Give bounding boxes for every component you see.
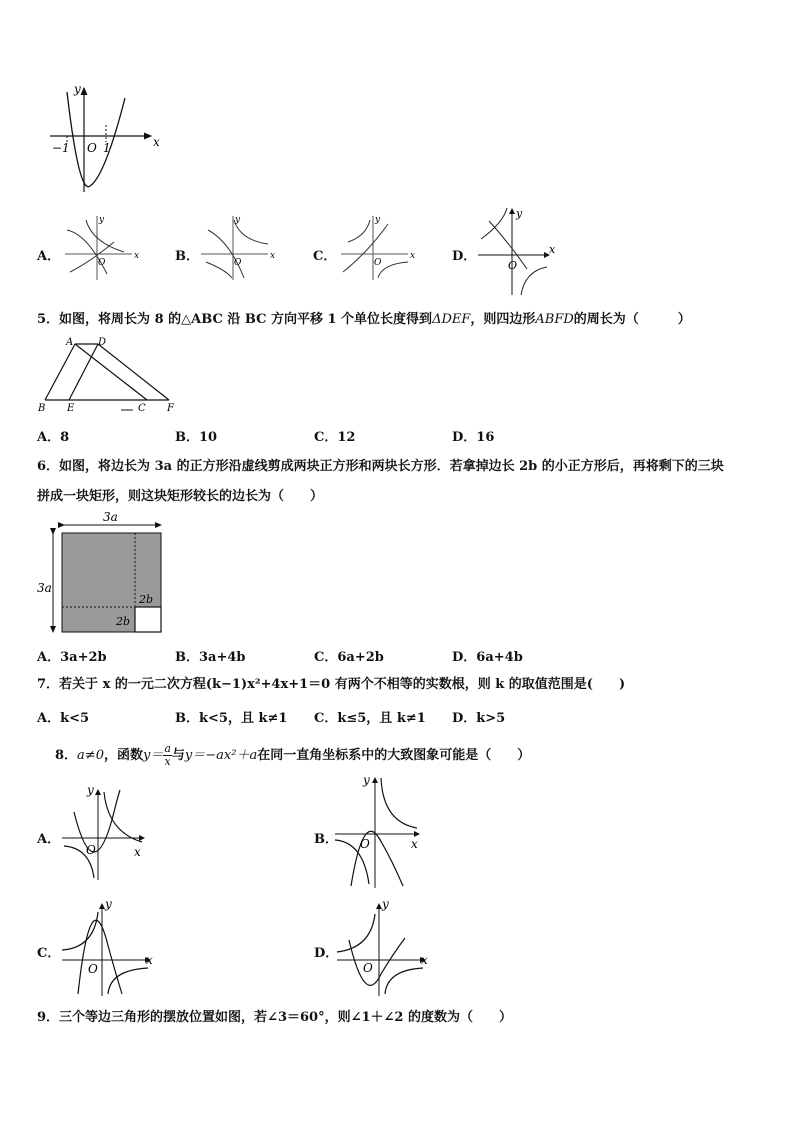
- q4-parabola-graph: [45, 80, 165, 195]
- x-label: x: [146, 953, 153, 967]
- q4-option-d-letter[interactable]: D．: [452, 249, 477, 264]
- q6-option-d[interactable]: D．6a+4b: [452, 650, 523, 665]
- origin-label: O: [508, 259, 518, 272]
- q8-number: 8．: [55, 748, 78, 763]
- segment-de: [69, 344, 98, 400]
- q4-option-d-graph[interactable]: [475, 203, 560, 298]
- label-inner-2b-top: 2b: [139, 593, 154, 606]
- q5-text-b: ，则四边形: [470, 312, 536, 327]
- q7-option-b[interactable]: B．k<5，且 k≠1: [175, 711, 288, 726]
- q8-text-b: 与: [171, 748, 185, 763]
- x-label: x: [134, 845, 141, 859]
- q8-option-d-graph[interactable]: [335, 898, 435, 998]
- q4-option-b-letter[interactable]: B．: [175, 249, 199, 264]
- y-label: y: [375, 215, 381, 225]
- q4-option-c-graph[interactable]: [338, 212, 423, 282]
- fraction-denominator: x: [164, 755, 171, 768]
- x-label: x: [549, 243, 556, 256]
- y-label: y: [363, 773, 370, 787]
- y-label: y: [235, 215, 241, 225]
- q5-triangle: ΔDEF: [432, 312, 471, 327]
- q4-option-c-letter[interactable]: C．: [313, 249, 337, 264]
- origin-label: O: [363, 961, 373, 975]
- y-label: y: [516, 207, 523, 220]
- q5-text-a: 5．如图，将周长为 8 的△ABC 沿 BC 方向平移 1 个单位长度得到: [37, 312, 433, 327]
- q6-question-line2: 拼成一块矩形，则这块矩形较长的边长为（ ）: [37, 489, 324, 504]
- label-e: E: [67, 403, 75, 414]
- q4-option-b-graph[interactable]: [198, 212, 283, 282]
- q7-option-d[interactable]: D．k>5: [452, 711, 506, 726]
- q5-text-c: 的周长为（ ）: [573, 312, 691, 327]
- q8-text-a: ，函数: [103, 748, 143, 763]
- origin-label: O: [234, 258, 242, 268]
- origin-label: O: [87, 141, 97, 155]
- fraction-numerator: a: [164, 742, 171, 755]
- segment-df: [98, 344, 169, 400]
- y-label: y: [382, 898, 389, 911]
- q5-option-a[interactable]: A．8: [37, 430, 70, 445]
- q8-fraction: [163, 743, 172, 768]
- label-top-3a: 3a: [103, 510, 118, 524]
- segment-ab: [45, 344, 75, 400]
- q5-translation-figure: [35, 334, 185, 416]
- q4-option-a-letter[interactable]: A．: [37, 249, 61, 264]
- q5-question: [37, 311, 691, 329]
- origin-label: O: [374, 258, 382, 268]
- removed-small-square: [135, 607, 161, 632]
- q8-option-a-letter[interactable]: A．: [37, 832, 61, 847]
- x-label: x: [153, 135, 160, 149]
- q8-option-c-letter[interactable]: C．: [37, 946, 61, 961]
- q8-text-c: 在同一直角坐标系中的大致图象可能是（ ）: [257, 748, 531, 763]
- label-left-3a: 3a: [37, 581, 52, 595]
- q7-question: 7．若关于 x 的一元二次方程(k−1)x²+4x+1＝0 有两个不相等的实数根，则 k 的取值范围是( ): [37, 677, 626, 692]
- q5-option-b[interactable]: B．10: [175, 430, 218, 445]
- q9-question: 9．三个等边三角形的摆放位置如图，若∠3＝60°，则∠1＋∠2 的度数为（ ）: [37, 1010, 512, 1025]
- y-label: y: [105, 898, 112, 911]
- q8-option-d-letter[interactable]: D．: [314, 946, 339, 961]
- origin-label: O: [98, 258, 106, 268]
- x-label: x: [134, 251, 140, 261]
- q6-question-line1: 6．如图，将边长为 3a 的正方形沿虚线剪成两块正方形和两块长方形．若拿掉边长 2b 的小正方形后，再将剩下的三块: [37, 459, 724, 474]
- x-label: x: [421, 953, 428, 967]
- q6-option-c[interactable]: C．6a+2b: [314, 650, 384, 665]
- parabola-curve: [67, 92, 125, 187]
- label-inner-2b-left: 2b: [116, 615, 131, 628]
- q6-square-figure: [33, 508, 168, 638]
- q6-option-b[interactable]: B．3a+4b: [175, 650, 246, 665]
- q5-option-d[interactable]: D．16: [452, 430, 495, 445]
- q8-option-b-graph[interactable]: [333, 772, 428, 890]
- q8-function-2: y＝−ax²＋a: [184, 748, 258, 763]
- x-label: x: [410, 251, 416, 261]
- one-label: 1: [103, 141, 111, 155]
- label-c: C: [138, 403, 146, 414]
- label-b: B: [38, 403, 46, 414]
- y-label: y: [74, 82, 81, 96]
- q5-option-c[interactable]: C．12: [314, 430, 356, 445]
- q7-option-a[interactable]: A．k<5: [37, 711, 90, 726]
- origin-label: O: [86, 843, 96, 857]
- x-label: x: [411, 837, 418, 851]
- y-label: y: [87, 783, 94, 797]
- label-f: F: [167, 403, 174, 414]
- origin-label: O: [88, 962, 98, 976]
- q8-option-b-letter[interactable]: B．: [314, 832, 338, 847]
- q8-function-1: y＝: [142, 748, 164, 763]
- q6-option-a[interactable]: A．3a+2b: [37, 650, 107, 665]
- q8-condition: a≠0: [77, 748, 104, 763]
- x-label: x: [270, 251, 276, 261]
- y-label: y: [99, 215, 105, 225]
- origin-label: O: [360, 837, 370, 851]
- q4-option-a-graph[interactable]: [62, 212, 147, 282]
- label-d: D: [98, 337, 107, 348]
- neg-one-label: −1: [52, 141, 70, 155]
- q8-option-a-graph[interactable]: [60, 782, 155, 882]
- q5-quadrilateral: ABFD: [535, 312, 574, 327]
- q8-question: [55, 743, 530, 768]
- q7-option-c[interactable]: C．k≤5，且 k≠1: [314, 711, 426, 726]
- label-a: A: [66, 337, 74, 348]
- q8-option-c-graph[interactable]: [60, 898, 160, 998]
- segment-ac: [75, 344, 147, 400]
